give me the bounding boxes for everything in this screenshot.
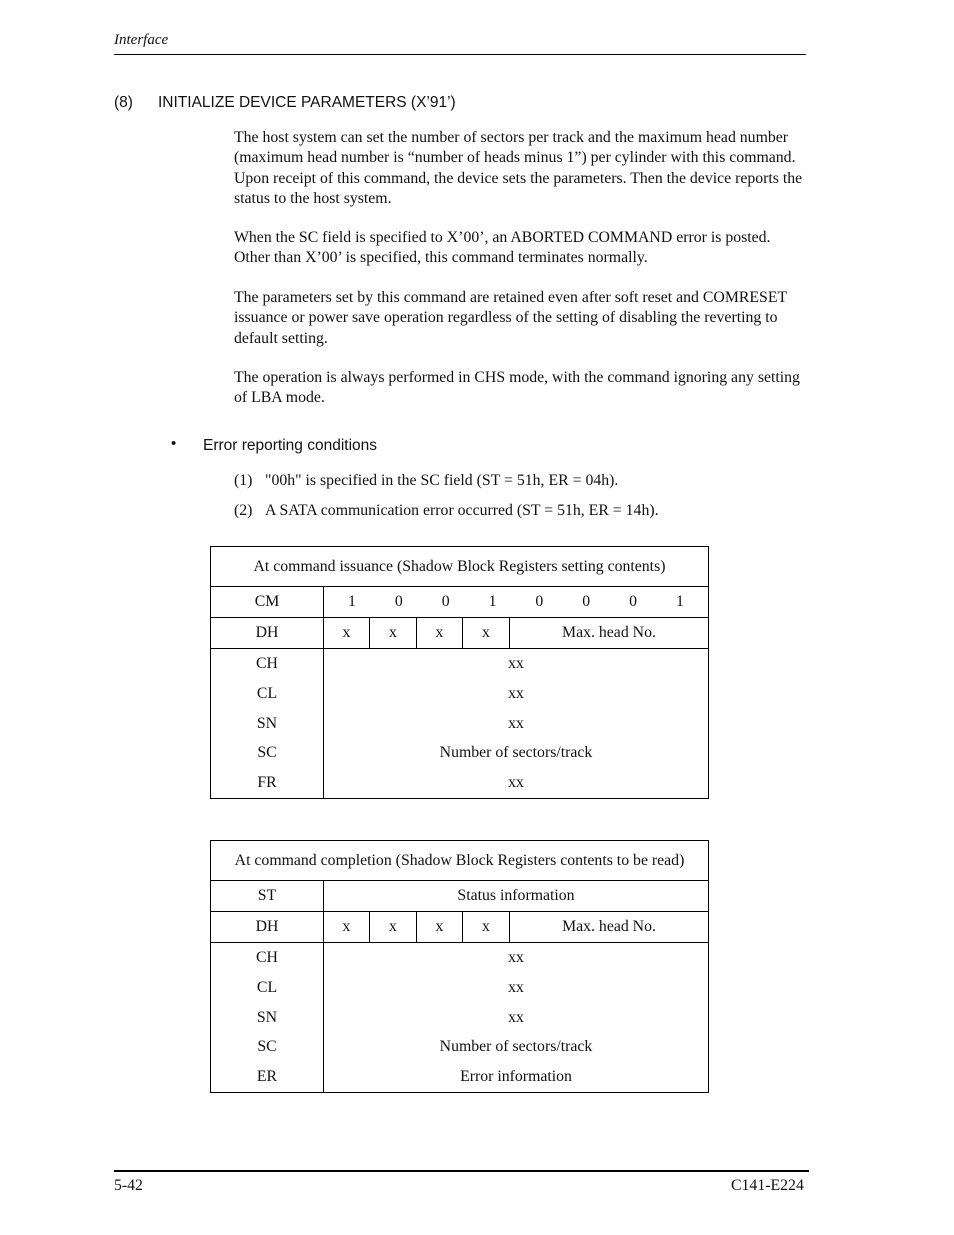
register-names (211, 943, 324, 1093)
dh-bit: x (370, 618, 417, 649)
register-value: xx (508, 655, 524, 672)
max-head-number: Max. head No. (510, 912, 709, 943)
register-value: Number of sectors/track (439, 1038, 593, 1056)
register-name: SC (257, 744, 277, 762)
dh-bit: x (324, 618, 370, 649)
header-rule (114, 54, 806, 55)
register-name: CH (256, 655, 278, 672)
paragraph-chs-mode: The operation is always performed in CHS mode, with the command ignoring any setting of LBA mode. (234, 369, 800, 407)
table-caption: At command issuance (Shadow Block Registers setting contents) (211, 547, 709, 587)
running-header: Interface (114, 32, 169, 48)
bit-6: 0 (394, 593, 403, 610)
dh-bit: x (463, 618, 510, 649)
section-number: (8) (114, 94, 133, 111)
register-name-cm: CM (211, 587, 324, 618)
register-values (324, 943, 709, 1093)
issuance-register-table (210, 546, 709, 799)
register-name: SN (256, 714, 278, 732)
register-name: CL (256, 978, 278, 996)
register-name: CH (256, 949, 278, 966)
error-condition-item (234, 472, 618, 490)
dh-bit: x (370, 912, 417, 943)
dh-bit: x (417, 618, 463, 649)
paragraph-sc-field: When the SC field is specified to X’00’, an ABORTED COMMAND error is posted. Other than X’00’ is specified, this command terminates normally. (234, 229, 771, 267)
bit-4: 1 (488, 593, 497, 610)
dh-bit: x (463, 912, 510, 943)
bit-0: 1 (675, 593, 684, 610)
register-name: CL (256, 684, 278, 702)
register-value: xx (508, 774, 524, 792)
error-condition-item (234, 502, 659, 520)
register-value: xx (508, 714, 524, 732)
bullet-icon: • (171, 435, 177, 452)
register-name-st: ST (211, 881, 324, 912)
document-id: C141-E224 (731, 1177, 804, 1194)
condition-number: (1) (234, 472, 253, 489)
register-value: xx (508, 949, 524, 966)
bit-1: 0 (629, 593, 638, 610)
section-title: INITIALIZE DEVICE PARAMETERS (X’91’) (158, 94, 456, 111)
register-value: Number of sectors/track (439, 744, 593, 762)
max-head-number: Max. head No. (510, 618, 709, 649)
register-value: Error information (460, 1068, 572, 1086)
table-caption: At command completion (Shadow Block Registers contents to be read) (211, 841, 709, 881)
register-name: FR (257, 774, 277, 792)
paragraph-description: The host system can set the number of sectors per track and the maximum head number (maximum head number is “number of heads minus 1”) per cylinder with this command. Upon receipt of this command, the device sets the parameters. Then the device reports the status to the host system. (234, 129, 803, 207)
bit-3: 0 (535, 593, 544, 610)
condition-text: "00h" is specified in the SC field (ST = 51h, ER = 04h). (265, 472, 619, 489)
paragraph-retention: The parameters set by this command are retained even after soft reset and COMRESET issuance or power save operation regardless of the setting of disabling the reverting to default setting. (234, 289, 787, 347)
bit-7: 1 (348, 593, 356, 610)
register-name-dh: DH (211, 912, 324, 943)
register-name: SC (257, 1038, 277, 1056)
dh-bit: x (417, 912, 463, 943)
bit-2: 0 (582, 593, 591, 610)
error-conditions-heading: Error reporting conditions (203, 437, 378, 454)
completion-register-table (210, 840, 709, 1093)
condition-text: A SATA communication error occurred (ST = 51h, ER = 14h). (265, 502, 659, 519)
command-code-bits (324, 587, 709, 618)
footer-rule (114, 1170, 809, 1172)
condition-number: (2) (234, 502, 253, 519)
status-information: Status information (324, 881, 709, 912)
page-number: 5-42 (114, 1177, 143, 1194)
register-values (324, 649, 709, 799)
register-name-dh: DH (211, 618, 324, 649)
bit-5: 0 (441, 593, 450, 610)
register-value: xx (508, 1008, 524, 1026)
register-name: SN (256, 1008, 278, 1026)
register-name: ER (256, 1068, 278, 1086)
register-value: xx (508, 978, 524, 996)
dh-bit: x (324, 912, 370, 943)
register-names (211, 649, 324, 799)
register-value: xx (508, 684, 524, 702)
